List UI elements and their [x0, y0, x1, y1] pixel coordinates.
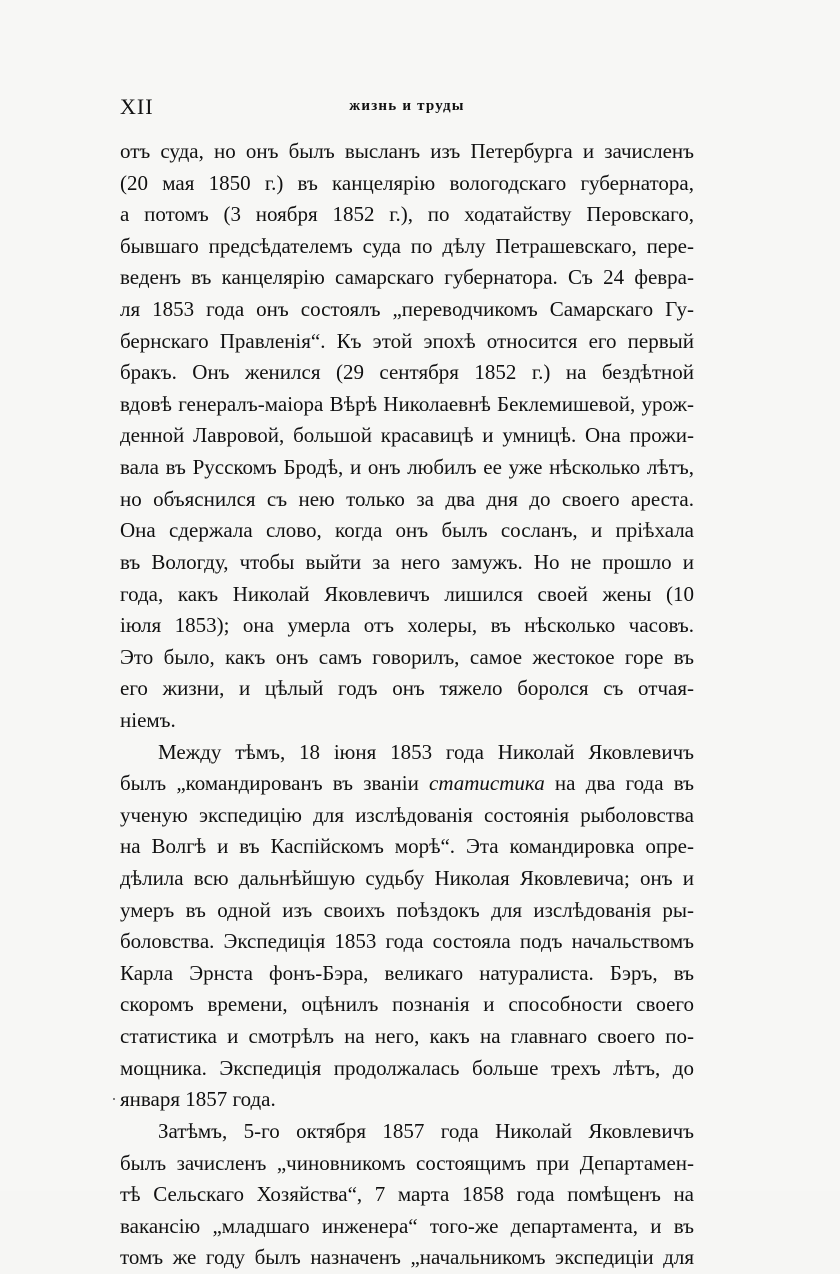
text-line: іюля 1853); она умерла отъ холеры, въ нѣсколько часовъ. [120, 613, 694, 638]
print-speck [113, 1098, 115, 1100]
text-line: бывшаго предсѣдателемъ суда по дѣлу Петрашевскаго, пере- [120, 233, 694, 258]
text-line: января 1857 года. [120, 1087, 276, 1112]
text-line: его жизни, и цѣлый годъ онъ тяжело боролся съ отчая- [120, 676, 694, 701]
text-line: ніемъ. [120, 707, 176, 732]
text-line: Карла Эрнста фонъ-Бэра, великаго натуралиста. Бэръ, въ [120, 960, 694, 985]
line-segment: на два года въ [544, 771, 694, 796]
text-line: бракъ. Онъ женился (29 сентября 1852 г.) на бездѣтной [120, 360, 694, 385]
text-line: на Волгѣ и въ Каспійскомъ морѣ“. Эта командировка опре- [120, 834, 694, 859]
text-line: а потомъ (3 ноября 1852 г.), по ходатайству Перовскаго, [120, 202, 694, 227]
text-line: въ Вологду, чтобы выйти за него замужъ. Но не прошло и [120, 549, 694, 574]
page-header [120, 94, 694, 126]
line-segment: былъ „командированъ въ званіи [120, 771, 430, 796]
body-text [120, 136, 694, 1274]
text-line: ля 1853 года онъ состоялъ „переводчикомъ Самарскаго Гу- [120, 297, 694, 322]
text-line: Это было, какъ онъ самъ говорилъ, самое жестокое горе въ [120, 644, 694, 669]
running-title: жизнь и труды [349, 98, 465, 114]
text-line: боловства. Экспедиція 1853 года состояла подъ начальствомъ [120, 929, 694, 954]
text-line: вдовѣ генералъ-маіора Вѣрѣ Николаевнѣ Беклемишевой, урож- [120, 391, 694, 416]
text-line: вала въ Русскомъ Бродѣ, и онъ любилъ ее уже нѣсколько лѣтъ, [120, 455, 694, 480]
text-line: умеръ въ одной изъ своихъ поѣздокъ для изслѣдованія ры- [120, 897, 694, 922]
text-line: Она сдержала слово, когда онъ былъ сосланъ, и пріѣхала [120, 518, 694, 543]
page-number: XII [120, 94, 154, 119]
text-line: статистика и смотрѣлъ на него, какъ на главнаго своего по- [120, 1024, 694, 1049]
text-line: дѣлила всю дальнѣйшую судьбу Николая Яковлевича; онъ и [120, 866, 694, 891]
text-line: веденъ въ канцелярію самарскаго губернатора. Съ 24 февра- [120, 265, 694, 290]
paragraph-start-line: Затѣмъ, 5-го октября 1857 года Николай Яковлевичъ [158, 1118, 694, 1143]
text-line: отъ суда, но онъ былъ высланъ изъ Петербурга и зачисленъ [120, 139, 694, 163]
text-line: денной Лавровой, большой красавицѣ и умницѣ. Она прожи- [120, 423, 694, 448]
text-line: но объяснился съ нею только за два дня до своего ареста. [120, 486, 694, 511]
text-line: (20 мая 1850 г.) въ канцелярію вологодскаго губернатора, [120, 170, 694, 195]
text-line: года, какъ Николай Яковлевичъ лишился своей жены (10 [120, 581, 694, 606]
text-line: скоромъ времени, оцѣнилъ познанія и способности своего [120, 992, 694, 1017]
text-line: вакансію „младшаго инженера“ того-же департамента, и въ [120, 1213, 694, 1238]
paragraph-start-line: Между тѣмъ, 18 іюня 1853 года Николай Яковлевичъ [158, 739, 694, 764]
text-line: былъ зачисленъ „чиновникомъ состоящимъ при Департамен- [120, 1150, 694, 1175]
text-line: бернскаго Правленія“. Къ этой эпохѣ относится его первый [120, 328, 694, 353]
text-line-with-italic [120, 768, 694, 800]
text-line: мощника. Экспедиція продолжалась больше трехъ лѣтъ, до [120, 1055, 694, 1080]
text-line: тѣ Сельскаго Хозяйства“, 7 марта 1858 года помѣщенъ на [120, 1182, 694, 1207]
italic-term: статистика [429, 771, 545, 796]
text-line: томъ же году былъ назначенъ „начальникомъ экспедиціи для [120, 1245, 694, 1270]
text-line: ученую экспедицію для изслѣдованія состоянія рыболовства [120, 802, 694, 827]
